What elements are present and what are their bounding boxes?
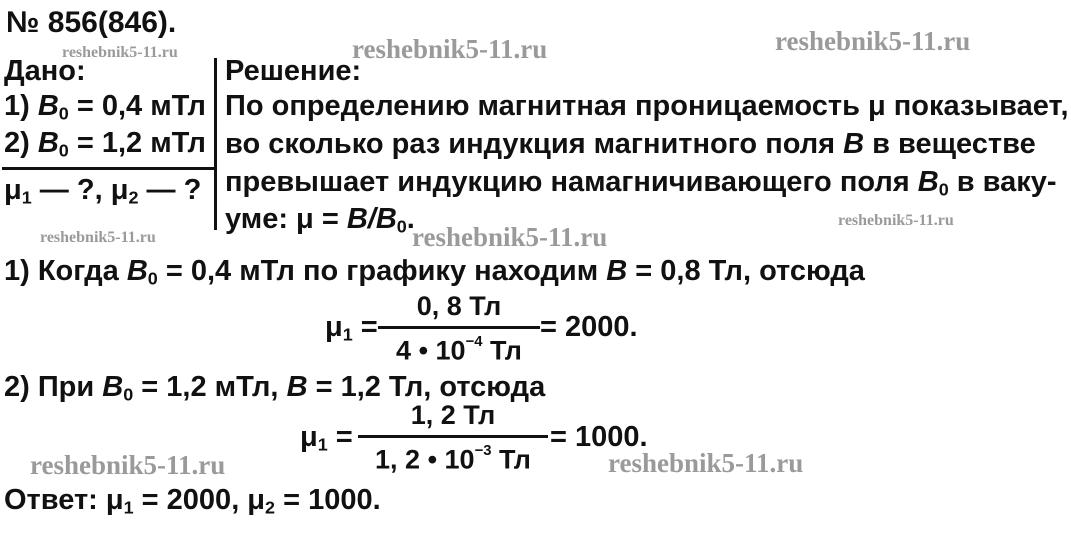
formula-2-lhs xyxy=(300,423,353,453)
answer-a: Ответ: μ xyxy=(4,484,124,516)
formula-1-denominator xyxy=(378,335,540,364)
find-sub-1: 1 xyxy=(21,187,32,208)
solution-line-4 xyxy=(225,205,415,235)
formula-2-den-b: Тл xyxy=(491,444,531,475)
watermark: reshebnik5-11.ru xyxy=(40,229,156,246)
watermark: reshebnik5-11.ru xyxy=(352,34,548,64)
formula-1-den-b: Тл xyxy=(482,335,522,366)
watermark: reshebnik5-11.ru xyxy=(838,212,954,229)
given-item-2-var: B xyxy=(37,127,59,159)
formula-2-fraction-bar xyxy=(358,435,548,438)
formula-1-mu: μ xyxy=(325,311,343,343)
watermark: reshebnik5-11.ru xyxy=(62,44,178,61)
step-2-var-2: B xyxy=(286,371,308,403)
step-2-b: = 1,2 мТл, xyxy=(133,371,287,403)
watermark: reshebnik5-11.ru xyxy=(775,26,971,56)
answer-c: = 1000. xyxy=(275,484,381,516)
formula-2-mu: μ xyxy=(300,421,318,453)
solution-line-2-a: во сколько раз индукция магнитного поля xyxy=(225,128,844,160)
step-2-c: = 1,2 Тл, отсюда xyxy=(307,371,546,403)
given-divider xyxy=(2,167,214,170)
formula-1-result: = 2000. xyxy=(540,311,638,343)
find-sub-2: 2 xyxy=(128,187,139,208)
given-item-2-sub: 0 xyxy=(58,140,69,161)
solution-line-4-b: . xyxy=(406,203,415,235)
given-item-1-var: B xyxy=(37,90,59,122)
solution-line-4-var: B/B xyxy=(346,203,397,235)
step-2-sub-1: 0 xyxy=(123,384,134,405)
formula-1-numerator: 0, 8 Тл xyxy=(416,291,502,321)
given-separator xyxy=(214,58,217,230)
solution-line-3-a: превышает индукцию намагничивающего поля xyxy=(225,166,918,198)
answer xyxy=(4,486,381,516)
solution-line-4-sub: 0 xyxy=(396,216,407,237)
step-2-text xyxy=(4,373,545,403)
answer-b: = 2000, μ xyxy=(133,484,266,516)
given-item-1-sub: 0 xyxy=(58,103,69,124)
find-mu-1: μ xyxy=(4,174,22,206)
formula-1-lhs xyxy=(325,313,378,343)
step-2-a: 2) При xyxy=(4,371,103,403)
solution-label: Решение: xyxy=(225,55,362,87)
formula-2-denominator xyxy=(358,444,548,473)
formula-1-eq: = xyxy=(352,311,378,343)
given-item-2 xyxy=(4,129,206,159)
find-mid: — ?, xyxy=(31,174,111,206)
step-1-text xyxy=(4,257,865,287)
solution-line-3-b: в ваку- xyxy=(948,166,1057,198)
formula-2-den-a: 1, 2 • 10 xyxy=(375,444,475,475)
formula-1-fraction-bar xyxy=(378,326,540,329)
step-2-var-1: B xyxy=(102,371,124,403)
formula-2-result: = 1000. xyxy=(550,421,648,453)
watermark: reshebnik5-11.ru xyxy=(608,448,804,478)
find-end: — ? xyxy=(138,174,202,206)
problem-number: № 856(846). xyxy=(6,6,177,39)
formula-2-fraction xyxy=(358,402,548,473)
solution-line-3 xyxy=(225,168,1057,198)
formula-1-den-a: 4 • 10 xyxy=(396,335,466,366)
find-mu-2: μ xyxy=(110,174,129,206)
watermark: reshebnik5-11.ru xyxy=(30,450,226,480)
given-find xyxy=(4,176,201,206)
solution-line-1: По определению магнитная проницаемость μ показывает, xyxy=(225,90,1069,122)
step-1-a: 1) Когда xyxy=(4,255,127,287)
formula-1-lhs-sub: 1 xyxy=(342,324,353,345)
solution-line-2 xyxy=(225,130,1036,159)
solution-line-2-b: в веществе xyxy=(864,128,1036,160)
solution-line-4-a: уме: μ = xyxy=(225,203,347,235)
answer-sub-2: 2 xyxy=(265,497,276,518)
given-item-2-prefix: 2) xyxy=(4,127,38,159)
given-item-1-rest: = 0,4 мТл xyxy=(68,90,206,122)
formula-1-fraction xyxy=(378,293,540,364)
formula-2-eq: = xyxy=(327,421,353,453)
solution-line-3-sub: 0 xyxy=(938,179,949,200)
step-1-var-1: B xyxy=(126,255,148,287)
formula-2-lhs-sub: 1 xyxy=(317,434,328,455)
solution-line-3-var: B xyxy=(917,166,939,198)
given-item-2-rest: = 1,2 мТл xyxy=(68,127,206,159)
given-item-1-prefix: 1) xyxy=(4,90,38,122)
formula-2-den-exp: −3 xyxy=(474,443,492,459)
answer-sub-1: 1 xyxy=(123,497,134,518)
watermark: reshebnik5-11.ru xyxy=(412,222,608,252)
step-1-sub-1: 0 xyxy=(147,268,158,289)
formula-1-den-exp: −4 xyxy=(465,334,483,350)
step-1-var-2: B xyxy=(606,255,628,287)
step-1-c: = 0,8 Тл, отсюда xyxy=(627,255,865,287)
formula-2-numerator: 1, 2 Тл xyxy=(410,400,496,430)
given-item-1 xyxy=(4,92,206,122)
solution-line-2-var: B xyxy=(843,128,865,160)
given-label: Дано: xyxy=(4,55,86,87)
step-1-b: = 0,4 мТл по графику находим xyxy=(157,255,607,287)
